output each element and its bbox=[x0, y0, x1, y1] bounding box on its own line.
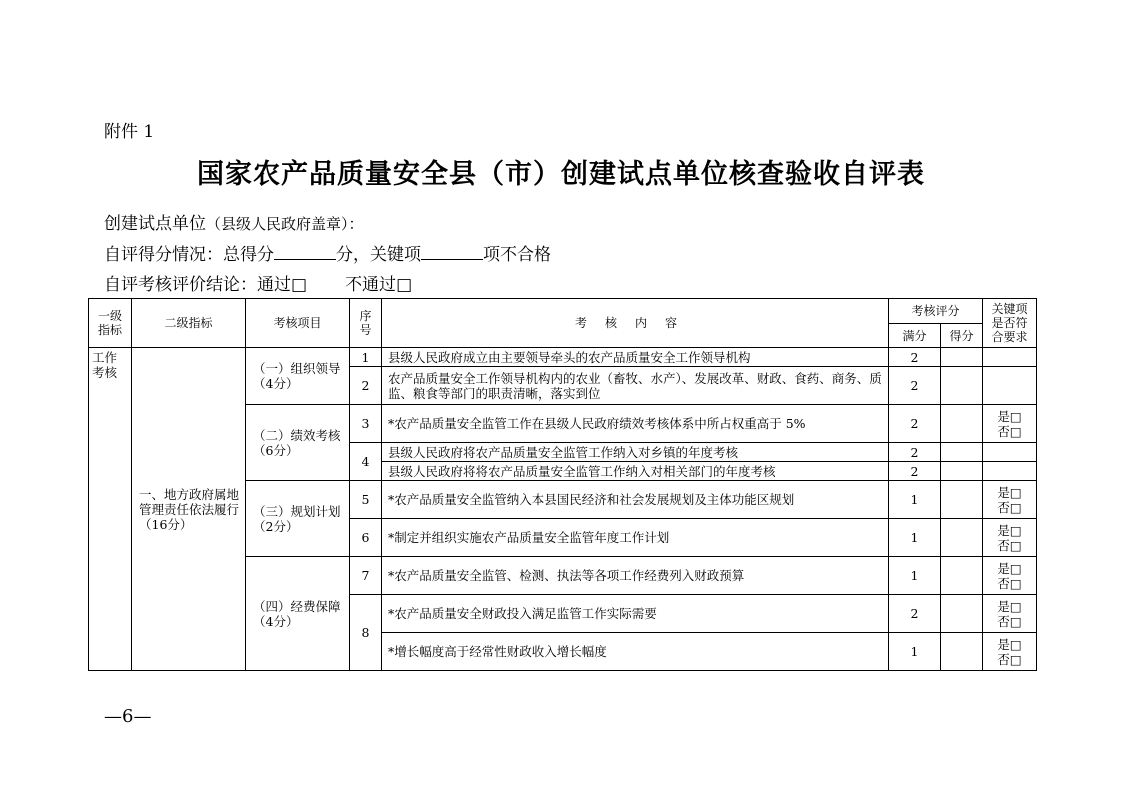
seq-cell: 8 bbox=[350, 595, 382, 671]
key-cell[interactable] bbox=[983, 462, 1037, 481]
full-score-cell: 2 bbox=[889, 405, 941, 443]
page-number: —6— bbox=[104, 706, 152, 727]
content-cell: 县级人民政府将农产品质量安全监管工作纳入对乡镇的年度考核 bbox=[382, 443, 889, 462]
header-level1: 一级 指标 bbox=[89, 299, 132, 348]
full-score-cell: 2 bbox=[889, 462, 941, 481]
header-item: 考核项目 bbox=[246, 299, 350, 348]
item-cell: （一）组织领导（4分） bbox=[246, 348, 350, 405]
score-cell[interactable] bbox=[941, 519, 983, 557]
unit-note: （县级人民政府盖章）： bbox=[206, 215, 364, 233]
key-cell[interactable]: 是□ 否□ bbox=[983, 519, 1037, 557]
content-cell: *增长幅度高于经常性财政收入增长幅度 bbox=[382, 633, 889, 671]
full-score-cell: 2 bbox=[889, 443, 941, 462]
content-cell: *农产品质量安全监管纳入本县国民经济和社会发展规划及主体功能区规划 bbox=[382, 481, 889, 519]
content-cell: *制定并组织实施农产品质量安全监管年度工作计划 bbox=[382, 519, 889, 557]
content-cell: *农产品质量安全监管工作在县级人民政府绩效考核体系中所占权重高于 5% bbox=[382, 405, 889, 443]
score-unit: 分，关键项 bbox=[336, 245, 421, 265]
key-cell[interactable]: 是□ 否□ bbox=[983, 595, 1037, 633]
content-cell: *农产品质量安全监管、检测、执法等各项工作经费列入财政预算 bbox=[382, 557, 889, 595]
score-suffix: 项不合格 bbox=[483, 245, 551, 265]
score-prefix: 自评得分情况：总得分 bbox=[104, 245, 274, 265]
key-cell[interactable]: 是□ 否□ bbox=[983, 481, 1037, 519]
score-cell[interactable] bbox=[941, 633, 983, 671]
score-cell[interactable] bbox=[941, 443, 983, 462]
full-score-cell: 1 bbox=[889, 481, 941, 519]
item-cell: （四）经费保障（4分） bbox=[246, 557, 350, 671]
score-cell[interactable] bbox=[941, 481, 983, 519]
content-cell: 农产品质量安全工作领导机构内的农业（畜牧、水产）、发展改革、财政、食药、商务、质监、粮食等部门的职责清晰，落实到位 bbox=[382, 367, 889, 405]
item-cell: （二）绩效考核（6分） bbox=[246, 405, 350, 481]
seq-cell: 3 bbox=[350, 405, 382, 443]
level1-cell: 工作 考核 bbox=[89, 348, 132, 671]
score-cell[interactable] bbox=[941, 367, 983, 405]
score-cell[interactable] bbox=[941, 557, 983, 595]
score-line bbox=[104, 240, 551, 265]
score-cell[interactable] bbox=[941, 595, 983, 633]
score-cell[interactable] bbox=[941, 348, 983, 367]
full-score-cell: 2 bbox=[889, 348, 941, 367]
conclusion-line bbox=[104, 270, 412, 295]
key-cell[interactable]: 是□ 否□ bbox=[983, 405, 1037, 443]
score-cell[interactable] bbox=[941, 405, 983, 443]
seq-cell: 5 bbox=[350, 481, 382, 519]
conclusion-prefix: 自评考核评价结论：通过 bbox=[104, 275, 291, 295]
seq-cell: 1 bbox=[350, 348, 382, 367]
content-cell: *农产品质量安全财政投入满足监管工作实际需要 bbox=[382, 595, 889, 633]
attachment-label: 附件 1 bbox=[104, 122, 155, 142]
item-cell: （三）规划计划（2分） bbox=[246, 481, 350, 557]
key-cell[interactable] bbox=[983, 348, 1037, 367]
header-score: 考核评分 bbox=[889, 299, 983, 324]
seq-cell: 6 bbox=[350, 519, 382, 557]
full-score-cell: 1 bbox=[889, 633, 941, 671]
full-score-cell: 1 bbox=[889, 519, 941, 557]
full-score-cell: 1 bbox=[889, 557, 941, 595]
header-level2: 二级指标 bbox=[132, 299, 246, 348]
seq-cell: 4 bbox=[350, 443, 382, 481]
header-content: 考核内容 bbox=[382, 299, 889, 348]
key-cell[interactable]: 是□ 否□ bbox=[983, 557, 1037, 595]
seq-cell: 2 bbox=[350, 367, 382, 405]
key-cell[interactable] bbox=[983, 367, 1037, 405]
content-cell: 县级人民政府成立由主要领导牵头的农产品质量安全工作领导机构 bbox=[382, 348, 889, 367]
fail-label: 不通过 bbox=[345, 275, 397, 295]
key-cell[interactable]: 是□ 否□ bbox=[983, 633, 1037, 671]
document-title: 国家农产品质量安全县（市）创建试点单位核查验收自评表 bbox=[197, 159, 925, 190]
full-score-cell: 2 bbox=[889, 367, 941, 405]
pass-checkbox[interactable]: □ bbox=[291, 275, 308, 295]
full-score-cell: 2 bbox=[889, 595, 941, 633]
header-seq: 序 号 bbox=[350, 299, 382, 348]
header-key: 关键项 是否符 合要求 bbox=[983, 299, 1037, 348]
seq-cell: 7 bbox=[350, 557, 382, 595]
level2-cell: 一、地方政府属地管理责任依法履行（16分） bbox=[132, 348, 246, 671]
unit-label: 创建试点单位 bbox=[104, 214, 206, 234]
header-full: 满分 bbox=[889, 324, 941, 348]
fail-checkbox[interactable]: □ bbox=[396, 275, 413, 295]
key-fail-blank[interactable] bbox=[421, 245, 483, 260]
header-got: 得分 bbox=[941, 324, 983, 348]
total-score-blank[interactable] bbox=[274, 245, 336, 260]
content-cell: 县级人民政府将将农产品质量安全监管工作纳入对相关部门的年度考核 bbox=[382, 462, 889, 481]
self-evaluation-table bbox=[88, 298, 1037, 671]
key-cell[interactable] bbox=[983, 443, 1037, 462]
score-cell[interactable] bbox=[941, 462, 983, 481]
unit-line bbox=[104, 209, 364, 234]
